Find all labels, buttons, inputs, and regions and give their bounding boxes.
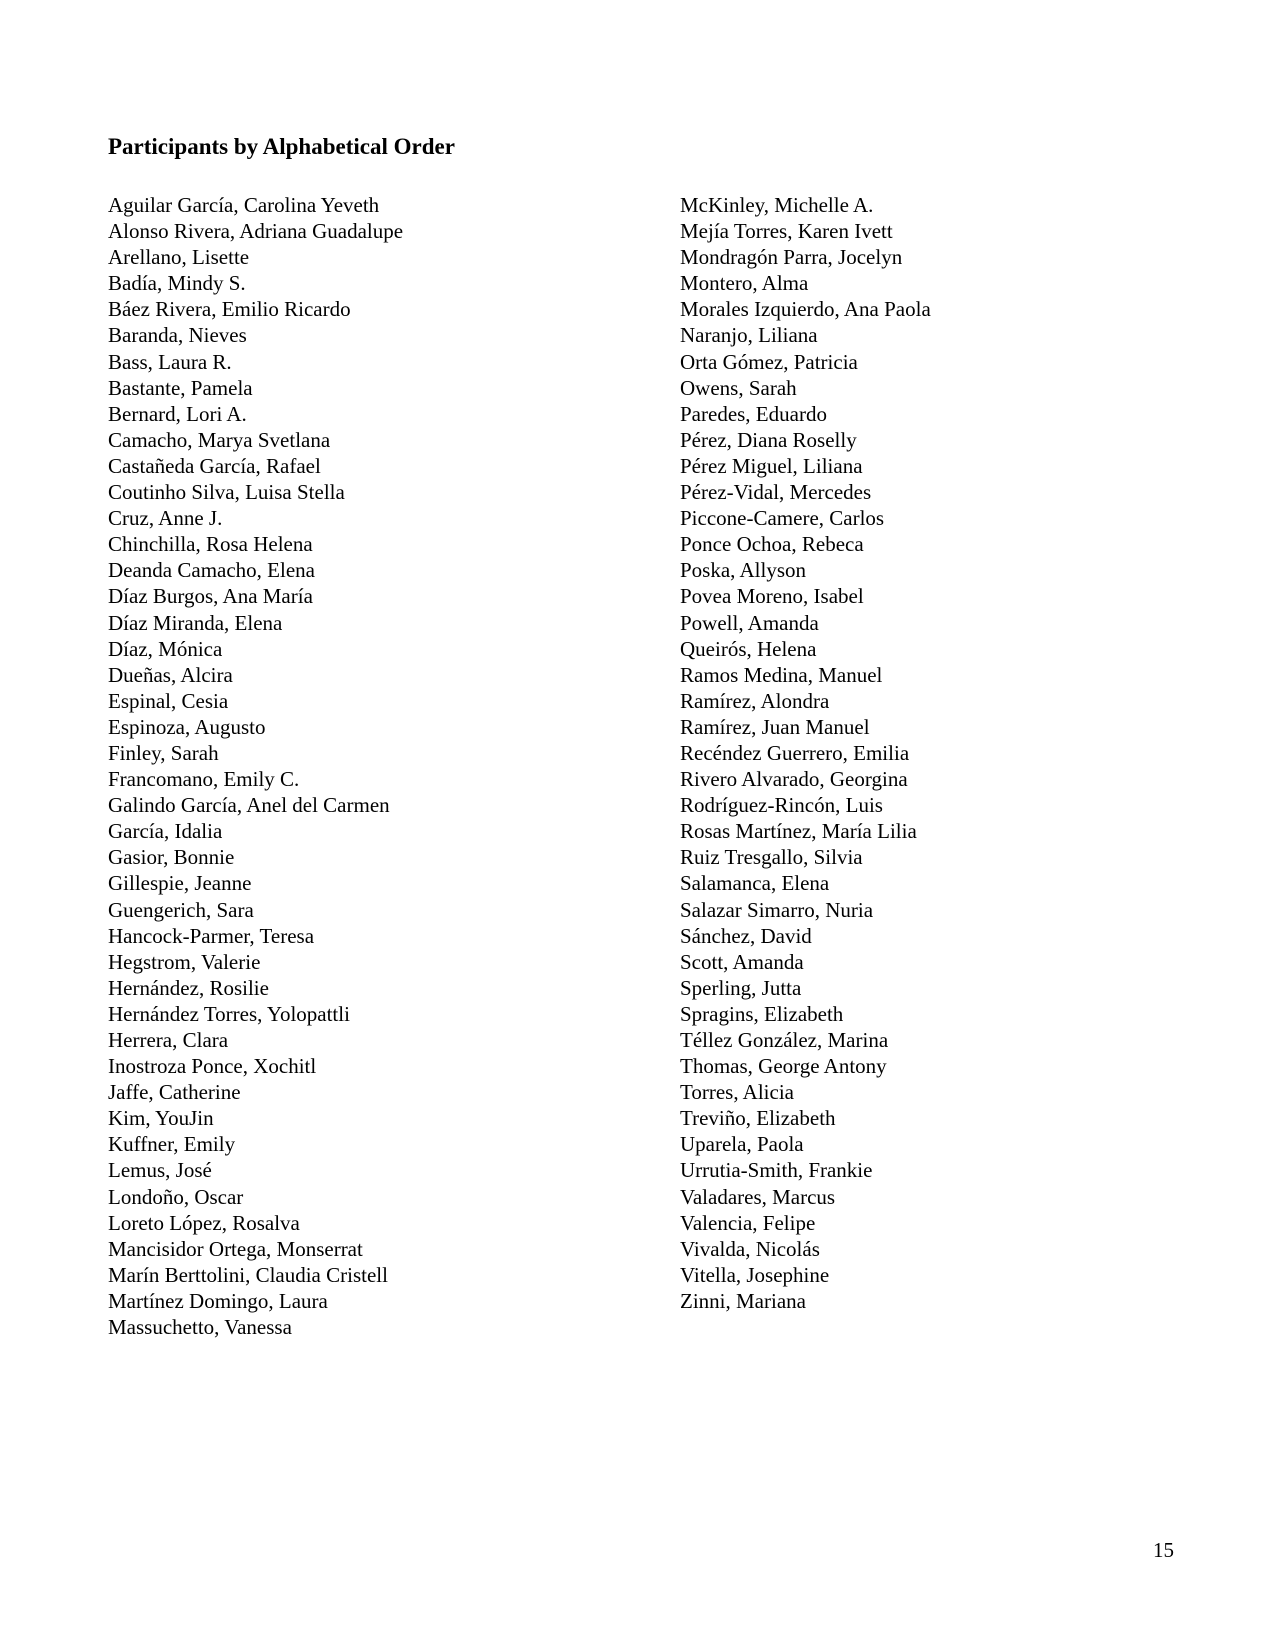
participant-name: Valadares, Marcus [680, 1184, 836, 1209]
participant-name: Bernard, Lori A. [108, 401, 247, 426]
participant-name: Rivero Alvarado, Georgina [680, 767, 908, 792]
participant-name: Hegstrom, Valerie [108, 949, 261, 974]
participant-name: Paredes, Eduardo [680, 401, 827, 426]
participant-name: Espinoza, Augusto [108, 714, 266, 739]
participant-name: Scott, Amanda [680, 949, 804, 974]
participant-name: Castañeda García, Rafael [108, 453, 321, 478]
participant-name: Massuchetto, Vanessa [108, 1315, 292, 1340]
participant-name: Díaz, Mónica [108, 636, 223, 661]
participant-name: Mancisidor Ortega, Monserrat [108, 1236, 363, 1261]
participant-name: Lemus, José [108, 1158, 212, 1183]
participant-name: Queirós, Helena [680, 636, 817, 661]
participant-name: Jaffe, Catherine [108, 1080, 241, 1105]
participant-name: Ramírez, Alondra [680, 688, 830, 713]
participant-name: Ponce Ochoa, Rebeca [680, 532, 864, 557]
participant-name: Piccone-Camere, Carlos [680, 506, 885, 531]
participant-name: Orta Gómez, Patricia [680, 349, 858, 374]
participant-list-right [680, 192, 931, 1314]
participant-name: Spragins, Elizabeth [680, 1001, 844, 1026]
participant-name: Chinchilla, Rosa Helena [108, 532, 313, 557]
participant-name: Espinal, Cesia [108, 688, 229, 713]
participant-name: García, Idalia [108, 819, 223, 844]
participant-name: Gasior, Bonnie [108, 845, 235, 870]
participant-name: Báez Rivera, Emilio Ricardo [108, 297, 351, 322]
participant-name: Herrera, Clara [108, 1028, 229, 1052]
participant-name: Loreto López, Rosalva [108, 1210, 300, 1235]
participant-name: Téllez González, Marina [680, 1028, 889, 1052]
participant-name: Pérez, Diana Roselly [680, 427, 857, 452]
participant-name: McKinley, Michelle A. [680, 193, 874, 217]
participant-name: Dueñas, Alcira [108, 662, 233, 687]
participant-name: Treviño, Elizabeth [680, 1106, 836, 1131]
participant-name: Torres, Alicia [680, 1080, 794, 1105]
participant-name: Vivalda, Nicolás [680, 1236, 820, 1261]
participant-name: Hernández Torres, Yolopattli [108, 1001, 350, 1026]
participant-name: Camacho, Marya Svetlana [108, 427, 331, 452]
participant-name: Rodríguez-Rincón, Luis [680, 793, 883, 818]
participant-name: Naranjo, Liliana [680, 323, 818, 348]
participant-name: Vitella, Josephine [680, 1262, 830, 1287]
participant-name: Pérez Miguel, Liliana [680, 453, 863, 478]
participant-name: Deanda Camacho, Elena [108, 558, 315, 583]
participant-name: Kim, YouJin [108, 1106, 214, 1131]
participant-name: Salazar Simarro, Nuria [680, 897, 874, 922]
page-number: 15 [1153, 1538, 1174, 1562]
participant-name: Alonso Rivera, Adriana Guadalupe [108, 219, 404, 244]
participant-name: Finley, Sarah [108, 740, 219, 765]
participant-name: Bastante, Pamela [108, 375, 253, 400]
participant-name: Guengerich, Sara [108, 897, 254, 922]
participant-name: Zinni, Mariana [680, 1288, 806, 1313]
participant-name: Arellano, Lisette [108, 245, 250, 270]
page-title: Participants by Alphabetical Order [108, 134, 455, 159]
participant-name: Martínez Domingo, Laura [108, 1288, 328, 1313]
participant-name: Powell, Amanda [680, 610, 819, 635]
participant-name: Ramírez, Juan Manuel [680, 714, 870, 739]
participant-name: Badía, Mindy S. [108, 271, 246, 296]
participant-name: Gillespie, Jeanne [108, 871, 252, 896]
participant-name: Baranda, Nieves [108, 323, 247, 348]
participant-name: Povea Moreno, Isabel [680, 584, 864, 609]
participant-name: Poska, Allyson [680, 558, 807, 583]
participant-name: Bass, Laura R. [108, 349, 232, 374]
participant-name: Urrutia-Smith, Frankie [680, 1158, 873, 1183]
participant-name: Londoño, Oscar [108, 1184, 244, 1209]
participant-name: Owens, Sarah [680, 375, 797, 400]
participant-name: Galindo García, Anel del Carmen [108, 793, 390, 818]
participant-name: Hancock-Parmer, Teresa [108, 923, 315, 948]
participant-name: Uparela, Paola [680, 1132, 804, 1157]
participant-name: Valencia, Felipe [680, 1210, 816, 1235]
participant-name: Francomano, Emily C. [108, 767, 300, 792]
participant-name: Sperling, Jutta [680, 975, 802, 1000]
participant-name: Coutinho Silva, Luisa Stella [108, 480, 345, 505]
participant-name: Sánchez, David [680, 923, 812, 948]
participant-name: Morales Izquierdo, Ana Paola [680, 297, 931, 322]
participant-name: Recéndez Guerrero, Emilia [680, 740, 910, 765]
participant-name: Hernández, Rosilie [108, 975, 269, 1000]
participant-name: Ramos Medina, Manuel [680, 662, 883, 687]
participant-name: Thomas, George Antony [680, 1054, 887, 1079]
participant-name: Kuffner, Emily [108, 1132, 236, 1157]
participant-name: Cruz, Anne J. [108, 506, 223, 531]
participant-name: Pérez-Vidal, Mercedes [680, 480, 872, 505]
participant-name: Marín Berttolini, Claudia Cristell [108, 1262, 388, 1287]
participant-name: Díaz Miranda, Elena [108, 610, 283, 635]
participant-name: Mondragón Parra, Jocelyn [680, 245, 903, 270]
participant-name: Mejía Torres, Karen Ivett [680, 219, 893, 244]
participant-name: Ruiz Tresgallo, Silvia [680, 845, 863, 870]
participant-name: Montero, Alma [680, 271, 809, 296]
participant-name: Inostroza Ponce, Xochitl [108, 1054, 317, 1079]
participant-name: Díaz Burgos, Ana María [108, 584, 313, 609]
participant-name: Rosas Martínez, María Lilia [680, 819, 917, 844]
participant-list-left [108, 192, 403, 1340]
participant-name: Aguilar García, Carolina Yeveth [108, 193, 380, 217]
participant-name: Salamanca, Elena [680, 871, 830, 896]
